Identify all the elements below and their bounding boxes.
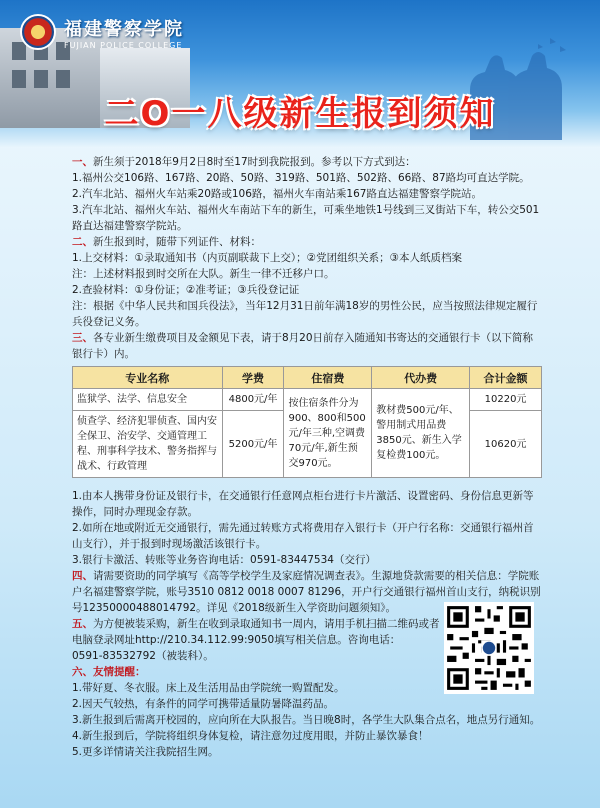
header-banner <box>0 0 600 148</box>
section-2-heading: 二、 <box>72 236 93 248</box>
cell-tuition: 4800元/年 <box>222 389 284 411</box>
th-total: 合计金额 <box>470 367 542 389</box>
section-5: 五、为方便被装采购，新生在收到录取通知书一周内，请用手机扫描二维码或者电脑登录网址http://210.34.112.99:9050填写相关信息。咨询电话： <box>72 618 440 646</box>
section-6: 六、友情提醒： <box>72 666 146 678</box>
section-3: 三、各专业新生缴费项目及金额见下表，请于8月20日前存入随通知书寄达的交通银行卡（以下简称银行卡）内。 <box>72 332 534 360</box>
th-major: 专业名称 <box>73 367 223 389</box>
cell-tuition: 5200元/年 <box>222 411 284 478</box>
section-1-heading: 一、 <box>72 156 93 168</box>
notes-content: 1.由本人携带身份证及银行卡，在交通银行任意网点柜台进行卡片激活、设置密码、身份信息更新等操作，同时办理现金存款。 2.如所在地或附近无交通银行，需先通过转账方式将费用存入银行卡（开户行名称：交通银行福州首山支行），并于报到时现场激活该银行卡。 3.银行卡激活、转账等业务咨询电话：0591-83447534（交行） 四、请需要资助的同学填写《高等学校学生及家庭情况调查表》。生源地贷款需要的相关信息：学院账户名福建警察学院，账号3510 0812 0018 0007 81296，开户行交通银行福州首山支行，纳税识别号12350000488014792。详见《2018级新生入学资助问题须知》。 五、为方便被装采购，新生在收到录取通知书一周内，请用手机扫描二维码或者电脑登录网址http://210.34.112.99:9050填写相关信息。咨询电话： 0591-83532792（被装科）。 六、友情提醒： 1.带好夏、冬衣服。床上及生活用品由学院统一购置配发。 2.因天气较热，有条件的同学可携带适量防暑降温药品。 3.新生报到后需离开校园的，应向所在大队报告。当日晚8时，各学生大队集合点名，地点另行通知。 4.新生报到后，学院将组织身体复检，请注意勿过度用眼，并防止暴饮暴食！ 5.更多详情请关注我院招生网。 <box>72 490 541 758</box>
cell-agency: 教材费500元/年、警用制式用品费3850元、新生入学复检费100元。 <box>372 389 470 478</box>
section-1: 一、新生须于2018年9月2日8时至17时到我院报到。参考以下方式到达： <box>72 156 416 168</box>
school-logo <box>20 10 280 54</box>
th-tuition: 学费 <box>222 367 284 389</box>
table-row <box>73 389 542 411</box>
page-title: 二O一八级新生报到须知 <box>104 94 496 134</box>
cell-major: 监狱学、法学、信息安全 <box>73 389 223 411</box>
qr-code[interactable] <box>444 602 534 694</box>
section-6-heading: 六、 <box>72 666 93 678</box>
cell-total: 10620元 <box>470 411 542 478</box>
section-2: 二、新生报到时，随带下列证件、材料： <box>72 236 261 248</box>
section-4: 四、请需要资助的同学填写《高等学校学生及家庭情况调查表》。生源地贷款需要的相关信息：学院账户名福建警察学院，账号3510 0812 0018 0007 81296，开户行交通银行福州首山支行，纳税识别号12350000488014792。详见《2018级新生入学资助问题须知》。 <box>72 570 541 614</box>
school-name-cn: 福建警察学院 <box>64 18 184 40</box>
cell-total: 10220元 <box>470 389 542 411</box>
school-name-en: FUJIAN POLICE COLLEGE <box>64 40 183 50</box>
section-5-phone: 0591-83532792（被装科）。 <box>72 650 214 662</box>
th-lodging: 住宿费 <box>284 367 372 389</box>
qr-code-icon <box>444 602 534 694</box>
fee-table <box>72 366 542 478</box>
section-3-heading: 三、 <box>72 332 93 344</box>
cell-lodging: 按住宿条件分为900、800和500元/年三种,空调费70元/年,新生预交970元。 <box>284 389 372 478</box>
th-agency: 代办费 <box>372 367 470 389</box>
section-4-heading: 四、 <box>72 570 93 582</box>
cell-major: 侦查学、经济犯罪侦查、国内安全保卫、治安学、交通管理工程、刑事科学技术、警务指挥与战术、行政管理 <box>73 411 223 478</box>
main-content: 一、新生须于2018年9月2日8时至17时到我院报到。参考以下方式到达： 1.福州公交106路、167路、20路、50路、319路、501路、502路、66路、87路均可直达学院。 2.汽车北站、福州火车站乘20路或106路，福州火车南站乘167路直达福建警察学院站。 3.汽车北站、福州火车站、福州火车南站下车的新生，可乘坐地铁1号线到三叉街站下车，转公交501路直达福建警察学院站。 二、新生报到时，随带下列证件、材料： 1.上交材料：①录取通知书（内页副联裁下上交）；②党团组织关系；③本人纸质档案 注：上述材料报到时交所在大队。新生一律不迁移户口。 2.查验材料：①身份证；②准考证；③兵役登记证 注：根据《中华人民共和国兵役法》，当年12月31日前年满18岁的男性公民，应当按照法律规定履行兵役登记义务。 三、各专业新生缴费项目及金额见下表，请于8月20日前存入随通知书寄达的交通银行卡（以下简称银行卡）内。 <box>72 154 542 362</box>
section-5-heading: 五、 <box>72 618 93 630</box>
police-emblem-icon <box>20 14 56 50</box>
